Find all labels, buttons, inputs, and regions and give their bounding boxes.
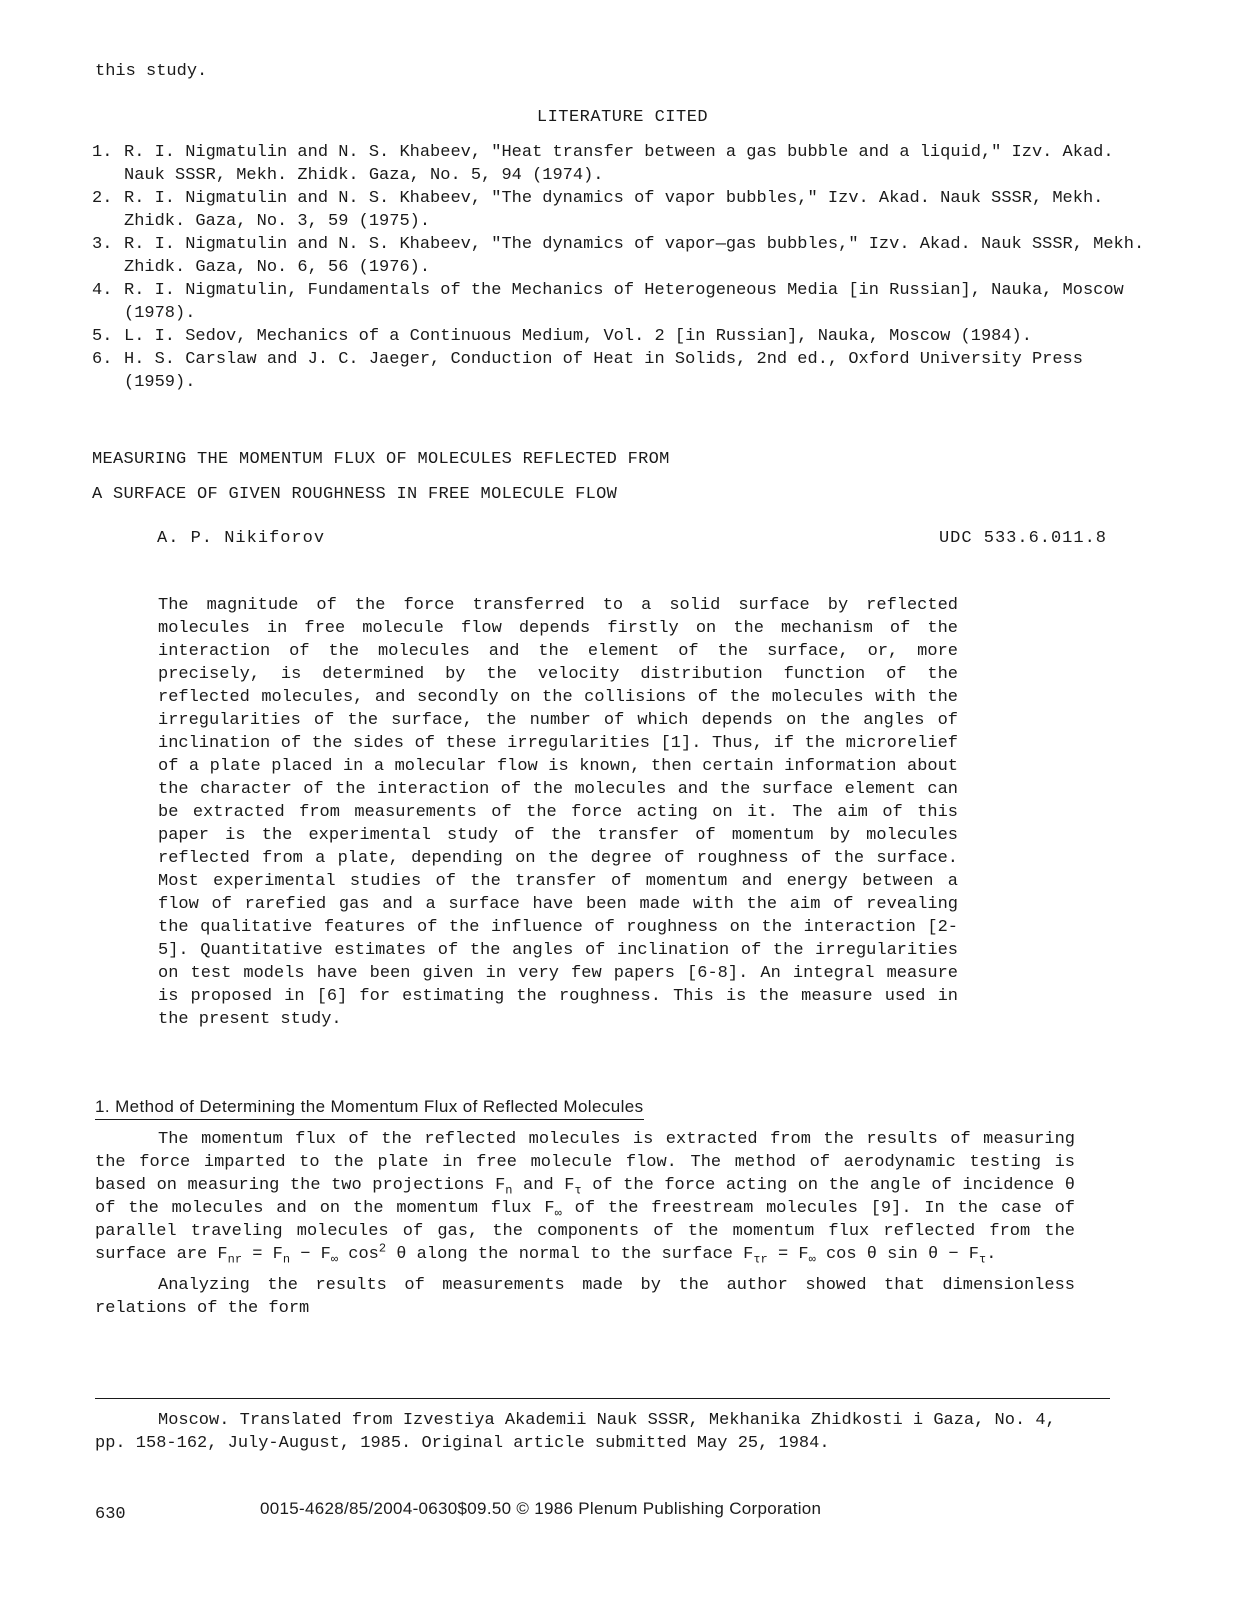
literature-cited-heading: LITERATURE CITED [536,108,709,127]
reference-text: R. I. Nigmatulin, Fundamentals of the Mechanics of Heterogeneous Media [in Russian], Nauka, Moscow (1978). [124,281,1124,323]
reference-text: R. I. Nigmatulin and N. S. Khabeev, "The dynamics of vapor bubbles," Izv. Akad. Nauk SSSR, Mekh. Zhidk. Gaza, No. 3, 59 (1975). [124,189,1104,231]
reference-text: R. I. Nigmatulin and N. S. Khabeev, "The dynamics of vapor—gas bubbles," Izv. Akad. Nauk SSSR, Mekh. Zhidk. Gaza, No. 6, 56 (1976). [124,235,1145,277]
footnote-text: Moscow. Translated from Izvestiya Akademii Nauk SSSR, Mekhanika Zhidkosti i Gaza, No. 4, pp. 158-162, July-August, 1985. Original article submitted May 25, 1984. [95,1411,1056,1453]
reference-number: 1. [92,143,113,162]
reference-item [92,325,1152,348]
page-number: 630 [95,1505,126,1524]
reference-number: 3. [92,235,113,254]
reference-item [92,348,1152,394]
copyright-line: 0015-4628/85/2004-0630$09.50 © 1986 Plenum Publishing Corporation [260,1499,822,1518]
article-author: A. P. Nikiforov [157,529,326,548]
previous-article-ending: this study. [95,62,208,81]
reference-item [92,141,1152,187]
section-body [95,1128,1075,1328]
body-paragraph: Analyzing the results of measurements made by the author showed that dimensionless relations of the form [95,1276,1075,1318]
udc-code: UDC 533.6.011.8 [938,529,1107,548]
article-title-line: MEASURING THE MOMENTUM FLUX OF MOLECULES REFLECTED FROM [92,450,670,469]
reference-text: H. S. Carslaw and J. C. Jaeger, Conduction of Heat in Solids, 2nd ed., Oxford University Press (1959). [124,350,1083,392]
article-title-line: A SURFACE OF GIVEN ROUGHNESS IN FREE MOLECULE FLOW [92,485,618,504]
footnote [95,1409,1095,1455]
reference-text: R. I. Nigmatulin and N. S. Khabeev, "Heat transfer between a gas bubble and a liquid," Izv. Akad. Nauk SSSR, Mekh. Zhidk. Gaza, No. 5, 94 (1974). [124,143,1114,185]
reference-item [92,233,1152,279]
reference-list [92,141,1152,394]
reference-number: 5. [92,327,113,346]
section-heading: 1. Method of Determining the Momentum Flux of Reflected Molecules [95,1095,644,1120]
reference-item [92,279,1152,325]
reference-number: 2. [92,189,113,208]
abstract [158,594,958,1031]
reference-text: L. I. Sedov, Mechanics of a Continuous Medium, Vol. 2 [in Russian], Nauka, Moscow (1984). [124,327,1032,346]
abstract-text: The magnitude of the force transferred to a solid surface by reflected molecules in free molecule flow depends firstly on the mechanism of the interaction of the molecules and the element of the surface, or, more precisely, is determined by the velocity distribution function of the reflected molecules, and secondly on the collisions of the molecules with the irregularities of the surface, the number of which depends on the angles of inclination of the sides of these irregularities [1]. Thus, if the microrelief of a plate placed in a molecular flow is known, then certain information about the character of the interaction of the molecules and the surface element can be extracted from measurements of the force acting on it. The aim of this paper is the experimental study of the transfer of momentum by molecules reflected from a plate, depending on the degree of roughness of the surface. Most experimental studies of the transfer of momentum and energy between a flow of rarefied gas and a surface have been made with the aim of revealing the qualitative features of the influence of roughness on the interaction [2-5]. Quantitative estimates of the angles of inclination of the irregularities on test models have been given in very few papers [6-8]. An integral measure is proposed in [6] for estimating the roughness. This is the measure used in the present study. [158,596,958,1029]
reference-number: 6. [92,350,113,369]
footnote-divider [95,1398,1110,1399]
reference-item [92,187,1152,233]
reference-number: 4. [92,281,113,300]
article-title [92,448,992,518]
body-paragraph: The momentum flux of the reflected molecules is extracted from the results of measuring the force imparted to the plate in free molecule flow. The method of aerodynamic testing is based on measuring the two projections $F_n$ and $F_\tau$ of the force acting on the angle of incidence θ of the molecules and on the momentum flux $F_\infty$ of the freestream molecules [9]. In the case of parallel traveling molecules of gas, the components of the momentum flux reflected from the surface are $F_{nr} = F_n - F_\infty$ $\cos^2 \theta$ along the normal to the surface $F_{\tau r} = F_\infty$ cos θ $\sin \theta - F_\tau$. [95,1130,1076,1267]
